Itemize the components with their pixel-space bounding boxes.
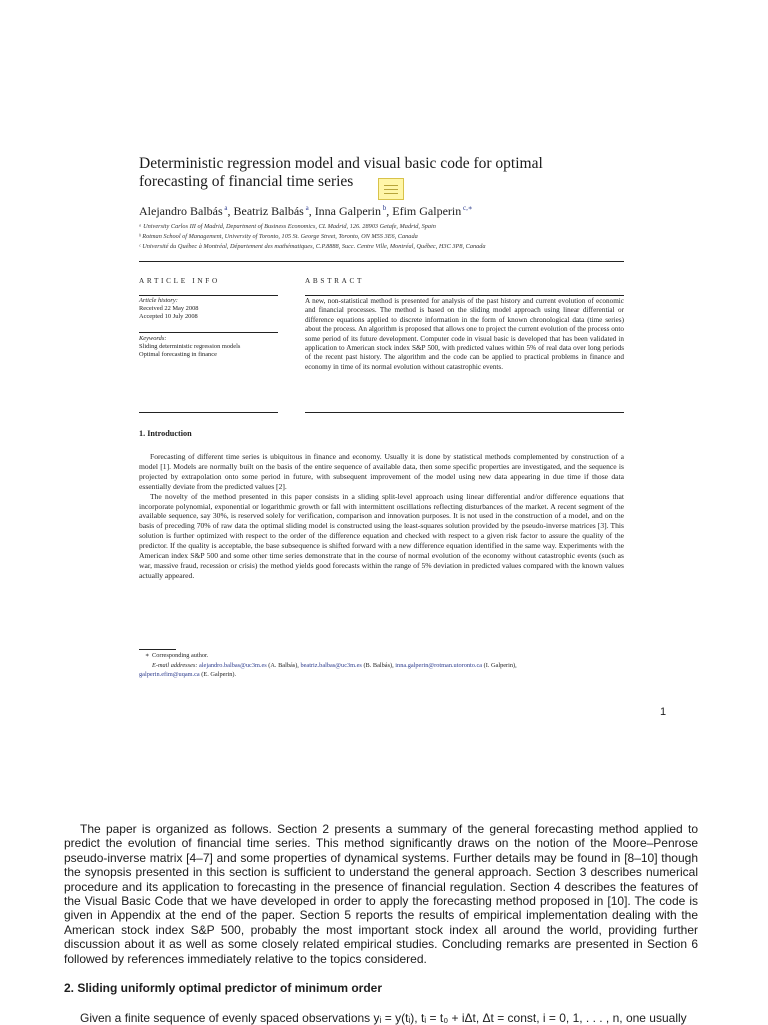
abstract-heading: ABSTRACT (305, 277, 365, 285)
keywords-block (139, 335, 279, 360)
author-name: Inna Galperin (314, 204, 381, 218)
section-heading-2: 2. Sliding uniformly optimal predictor of minimum order (64, 981, 383, 995)
abstract-rule-top (305, 295, 624, 296)
author-affiliation-mark[interactable]: a (222, 204, 228, 212)
received-date: Received 22 May 2008 (139, 305, 199, 313)
keyword-item: Sliding deterministic regression models (139, 343, 241, 351)
footnote-mark: ∗ (145, 652, 150, 659)
email-link[interactable]: beatriz.balbas@uc3m.es (300, 661, 362, 669)
footnote-rule (139, 649, 176, 650)
intro-paragraph: The novelty of the method presented in this paper consists in a sliding split-level approach using linear differential and/or difference equations that incorporate polynomial, exponential or logarithmic growth or fall with intermittent oscillations reflecting disturbances of the market. A recent segment of the available sequence, say 30%, is reserved solely for verification, comparison and innovation purposes. It is not used in the construction of a model, and on the basis of preceding 70% of raw data the optimal sliding model is constructed using the least-squares solution provided by the pseudo-inverse matrices [3]. This solution is further optimized with respect to the order of the difference equation and checked with respect to a given risk factor to assure the quality of the predictor. If the quality is acceptable, the base subsequence is shifted forward with a new difference equation identified in the same way. Experiments with the American index S&P 500 and some other time series demonstrate that in the course of normal evolution of the economy without catastrophic events (such as war, massive fraud, recession or crisis) the method yields good forecasts within the range of 5% deviation in predicted values compared with the known values actually appeared. (139, 491, 624, 580)
author-name: Efim Galperin (392, 204, 462, 218)
organization-paragraph (64, 822, 698, 966)
abstract-text: A new, non-statistical method is presented for analysis of the past history and current evolution of economic and financial processes. The method is based on the sliding model approach using linear differential or difference equations applied to discrete information in the form of known chronological data (time series) about the process. An algorithm is proposed that allows one to project the current evolution of the process onto some period of its future development. Computer code in visual basic is developed that has been validated in application to American stock index S&P 500, with predicted values within 5% of real data over long periods of the recent past history. The algorithm and the code can be applied to practical problems in finance and economy in time of its normal evolution without catastrophic events. (305, 297, 624, 371)
info-rule-top (139, 295, 278, 296)
keyword-item: Optimal forecasting in finance (139, 351, 217, 359)
author-affiliation-mark[interactable]: b (381, 204, 387, 212)
affiliation-c: ᶜ Université du Québec à Montréal, Département des mathématiques, C.P.8888, Succ. Centre Ville, Montréal, Québec, H3C 3P8, Canada (139, 243, 486, 250)
author-separator: , (308, 204, 315, 218)
affiliations (139, 222, 486, 252)
author-separator: , (386, 204, 393, 218)
email-link[interactable]: galperin.efim@uqam.ca (139, 671, 200, 679)
page-number: 1 (660, 706, 667, 718)
article-title: Deterministic regression model and visual basic code for optimal forecasting of financial time series (139, 155, 543, 190)
affiliation-b: ᵇ Rotman School of Management, University of Toronto, 105 St. George Street, Toronto, ON M5S 3E6, Canada (139, 233, 418, 240)
section2-first-line: Given a finite sequence of evenly spaced observations yᵢ = y(tᵢ), tᵢ = t₀ + iΔt, Δt = const, i = 0, 1, . . . , n, one usually (80, 1011, 687, 1025)
affiliation-a: ᵃ University Carlos III of Madrid, Department of Business Economics, CL Madrid, 126. 28903 Getafe, Madrid, Spain (139, 223, 436, 230)
author-list (139, 201, 473, 218)
sticky-note-icon[interactable] (378, 178, 404, 200)
author-name: Alejandro Balbás (139, 204, 223, 218)
body-paragraph: The paper is organized as follows. Section 2 presents a summary of the general forecasting method applied to predict the evolution of financial time series. This method significantly draws on the notion of the Moore–Penrose pseudo-inverse matrix [4–7] and some properties of dynamical systems. Further details may be found in [8–10] though the synopsis presented in this section is sufficient to understand the general approach. Section 3 describes numerical procedure and its application to forecasting in the presence of financial regulation. Section 4 describes the features of the Visual Basic Code that we have developed in order to apply the forecasting method proposed in [10]. The code is given in Appendix at the end of the paper. Section 5 reports the results of empirical implementation dealing with the American stock index S&P 500, probably the most important stock index all around the world, providing further discussion about it as well as some closely related empirical studies. Concluding remarks are presented in Section 6 followed by references immediately relative to the topics considered. (64, 822, 698, 966)
introduction-body (139, 452, 624, 581)
footnote-corresponding: Corresponding author. (152, 652, 209, 659)
footnotes: ∗ Corresponding author. E-mail addresses: alejandro.balbas@uc3m.es (A. Balbás), beatriz.balbas@uc3m.es (B. Balbás), inna.galperin@rotman.utoronto.ca (I. Galperin), galperin.efim@uqam.ca (E. Galperin). (139, 652, 517, 679)
email-link[interactable]: inna.galperin@rotman.utoronto.ca (395, 661, 483, 669)
author-affiliation-mark[interactable]: c,∗ (461, 204, 473, 212)
info-rule-mid (139, 332, 278, 333)
intro-paragraph: Forecasting of different time series is ubiquitous in finance and economy. Usually it is done by statistical methods complemented by construction of a model [1]. Models are normally built on the basis of the entire sequence of available data, then some specific properties are investigated, and the sequence is projected by extrapolation onto some period in future, with subsequent improvement of the model using new data appearing in due time if those data essentially deviate from the predicted values [2]. (139, 452, 624, 491)
keywords-label: Keywords: (139, 335, 167, 342)
abstract-rule-bottom (305, 412, 624, 413)
article-info-heading: ARTICLE INFO (139, 277, 220, 285)
header-rule (139, 261, 624, 262)
accepted-date: Accepted 10 July 2008 (139, 313, 198, 321)
email-link[interactable]: alejandro.balbas@uc3m.es (199, 661, 267, 669)
author-name: Beatriz Balbás (233, 204, 304, 218)
info-rule-bottom (139, 412, 278, 413)
footnote-email-label: E-mail addresses: (152, 661, 198, 669)
history-label: Article history: (139, 297, 178, 304)
author-affiliation-mark[interactable]: a (303, 204, 309, 212)
author-separator: , (227, 204, 234, 218)
article-history (139, 297, 279, 322)
section-heading-introduction: 1. Introduction (139, 429, 192, 438)
